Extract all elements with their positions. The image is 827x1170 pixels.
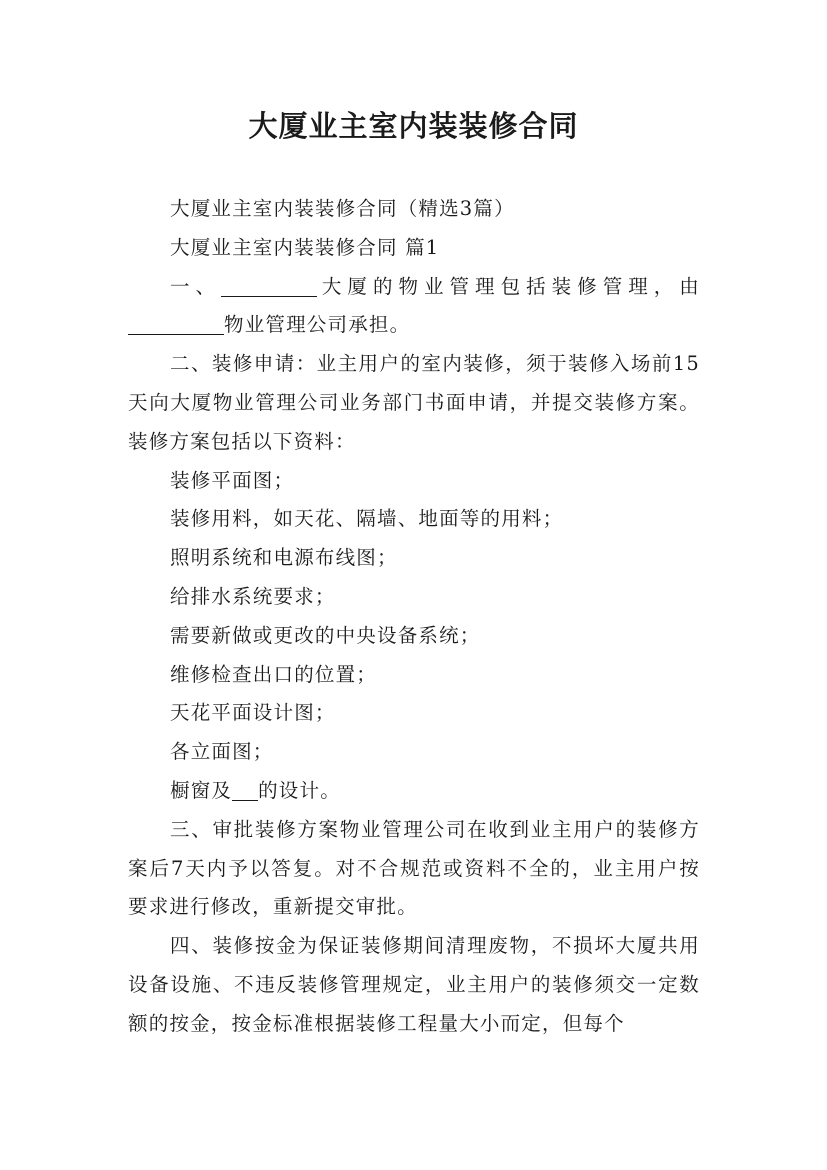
list-item-window-design xyxy=(128,772,700,811)
list-item: 装修平面图； xyxy=(170,468,295,492)
window-design-before: 橱窗及 xyxy=(170,778,233,802)
clause-3: 三、审批装修方案物业管理公司在收到业主用户的装修方案后7天内予以答复。对不合规范或资料不全的，业主用户按要求进行修改，重新提交审批。 xyxy=(128,817,700,919)
list-item: 装修用料，如天花、隔墙、地面等的用料； xyxy=(170,507,564,531)
clause-4: 四、装修按金为保证装修期间清理废物，不损坏大厦共用设备设施、不违反装修管理规定，业主用户的装修须交一定数额的按金，按金标准根据装修工程量大小而定，但每个 xyxy=(128,934,700,1035)
list-item: 给排水系统要求； xyxy=(170,584,336,608)
clause-1-suffix: 物业管理公司承担。 xyxy=(224,313,411,337)
list-item: 需要新做或更改的中央设备系统； xyxy=(170,623,481,647)
clause-2: 二、装修申请：业主用户的室内装修，须于装修入场前15天向大厦物业管理公司业务部门书面申请，并提交装修方案。装修方案包括以下资料： xyxy=(128,352,700,453)
section-heading: 大厦业主室内装装修合同 篇1 xyxy=(170,235,440,259)
clause-1-middle: 大厦的物业管理包括装修管理，由 xyxy=(317,274,700,298)
clause-1-line-2 xyxy=(128,306,700,345)
blank-building-name xyxy=(221,274,317,297)
list-item: 天花平面设计图； xyxy=(170,701,336,725)
intro-line: 大厦业主室内装装修合同（精选3篇） xyxy=(170,197,515,220)
clause-1-prefix: 一、 xyxy=(170,274,222,298)
blank-window-type xyxy=(232,778,258,801)
list-item: 维修检查出口的位置； xyxy=(170,662,378,686)
document-title: 大厦业主室内装装修合同 xyxy=(248,109,579,143)
blank-company-name xyxy=(128,312,224,335)
document-body xyxy=(128,190,700,1044)
clause-1-line-1 xyxy=(128,268,700,307)
window-design-after: 的设计。 xyxy=(258,778,341,802)
list-item: 各立面图； xyxy=(170,740,274,764)
list-item: 照明系统和电源布线图； xyxy=(170,546,398,570)
